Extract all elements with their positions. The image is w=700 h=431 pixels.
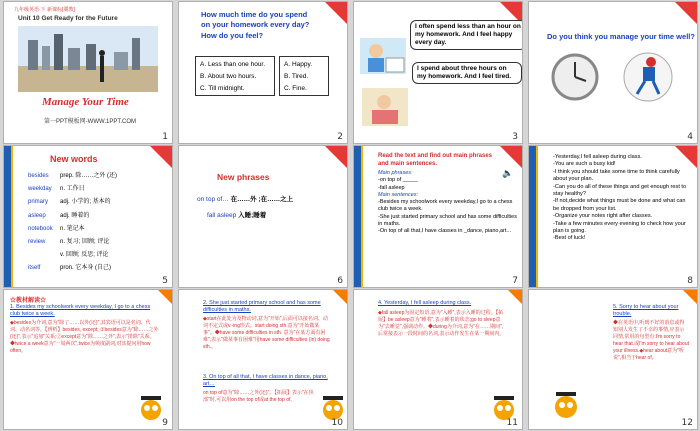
speech-bubble-1: I often spend less than an hour on my homework. And I feel happy every day. [410, 20, 523, 50]
slide-10[interactable] [178, 289, 348, 430]
option-b[interactable]: B. About two hours. [200, 73, 257, 80]
slide-12[interactable] [528, 289, 698, 430]
corner-decoration [325, 146, 347, 168]
city-image [18, 26, 158, 92]
tired-student-image [362, 88, 408, 126]
running-man-icon [623, 50, 673, 104]
word-row [28, 262, 117, 275]
dialog-line: -You are such a busy kid! [553, 161, 616, 168]
word-row [28, 249, 117, 262]
word-term: itself [28, 265, 41, 272]
dialog-line: -If not,decide what things must be done and what can be dropped from your list. [553, 198, 686, 212]
word-row [28, 170, 117, 183]
word-definition: v. 回顾; 反思; 评论 [60, 252, 109, 259]
phrase-1-cn: 在……外 ;在……之上 [230, 196, 294, 203]
dialog-line: -Best of luck! [553, 235, 586, 242]
speaker-icon[interactable]: 🔈 [502, 168, 514, 178]
teacher-owl-icon [551, 390, 581, 422]
feeling-b[interactable]: B. Tired. [284, 73, 309, 80]
slide-5[interactable] [3, 145, 173, 288]
intro-text: Read the text and find out main phrases and main sentences. [378, 153, 493, 167]
option-c[interactable]: C. Till midnight. [200, 85, 245, 92]
left-bar-decoration [354, 146, 361, 287]
feeling-a[interactable]: A. Happy. [284, 61, 313, 68]
corner-decoration [333, 290, 347, 304]
corner-decoration [325, 2, 347, 24]
unit-title: Unit 10 Get Ready for the Future [18, 15, 118, 22]
text-block [378, 170, 518, 236]
slide-number: 12 [681, 418, 693, 428]
phrase-item-1: -on top of _____ [378, 177, 419, 184]
word-definition: n. 笔记本 [60, 225, 85, 232]
corner-decoration [150, 146, 172, 168]
slide-11[interactable] [353, 289, 523, 430]
left-bar-decoration [529, 146, 536, 287]
phrase-item-2: -fall asleep [378, 184, 405, 191]
dialog-lines [553, 154, 693, 243]
sentence-item-2: -She just started primary school and has some difficulties in maths. [378, 213, 517, 228]
phrase-2-en: fall asleep [207, 212, 237, 219]
slide-number: 3 [512, 132, 518, 142]
sentence-item-3: -On top of all that,I have classes in _dance, piano,art... [378, 228, 511, 235]
phrases-heading: Main phrases: [378, 170, 413, 176]
slide-number: 5 [162, 276, 168, 286]
question-line-2: on your homework every day? [201, 20, 310, 29]
word-definition: prep. 除……之外 (还) [60, 173, 118, 179]
corner-decoration [683, 290, 697, 304]
word-row [28, 210, 117, 223]
dialog-line: -I think you should take some time to think carefully about your plan. [553, 168, 680, 183]
slide-number: 2 [337, 132, 343, 142]
point-body: ◆besides为介词,意为"除了……以外(还)",其宾语可以是名词、代词、动名词等。【辨析】besides, except; ①besides意为"除……之外(还)",表示"追加"关系;②except意为"除……之外",表示"排除"关系。◆twice a week意为"一周两次",twice为频度副词,对其提问用how often。 [10, 320, 159, 354]
phrase-2 [207, 210, 266, 219]
sentence-item-1: -Besides my schoolwork every weekday,I go to a chess club twice a week. [378, 199, 513, 213]
word-definition: pron. 它本身 (自己) [60, 265, 112, 272]
word-term: asleep [28, 212, 46, 219]
slide-3[interactable] [353, 1, 523, 144]
clock-icon [549, 52, 601, 102]
feeling-c[interactable]: C. Fine. [284, 85, 307, 92]
slide-2[interactable] [178, 1, 348, 144]
point-heading: 2. She just started primary school and has some difficulties in maths. [203, 300, 321, 313]
point-heading: 4. Yesterday, I fell asleep during class. [378, 300, 472, 306]
footer-text: 第一PPT模板网-WWW.1PPT.COM [44, 119, 136, 125]
section-tag: ☆教材解读☆ [10, 298, 47, 304]
dialog-line: -Organize your notes right after classes. [553, 213, 653, 220]
word-row [28, 183, 117, 196]
word-row [28, 223, 117, 236]
slide-4[interactable] [528, 1, 698, 144]
point-heading: 5. Sorry to hear about your trouble. [613, 304, 679, 317]
corner-decoration [675, 2, 697, 24]
corner-decoration [158, 290, 172, 304]
word-term: review [28, 239, 46, 246]
slide-number: 11 [506, 418, 518, 428]
word-list [28, 170, 117, 276]
slide-number: 7 [512, 276, 518, 286]
dialog-line: -Yesterday,I fell asleep during class. [553, 154, 642, 160]
slide-title: New phrases [217, 172, 270, 182]
slide-title: New words [50, 154, 98, 164]
word-term: notebook [28, 225, 53, 232]
point-body: ◆start在此处为及物动词,意为"开始",后面可以接名词、动词不定式或v.-ing形式。start doing sth.意为"开始做某事"。◆have some difficulties in sth. 意为"在某方面有困难",表示"做某事有困难"用have some difficulties (in) doing sth.。 [203, 316, 330, 350]
header-text: 九年级英语·下 新课标[冀教] [14, 7, 75, 13]
point-heading-2: 3. On top of all that, I have classes in dance, piano, art… [203, 374, 328, 387]
word-definition: adj. 睡着的 [60, 212, 90, 219]
word-row [28, 236, 117, 249]
dialog-line: -Take a few minutes every evening to check how your plan is going. [553, 220, 686, 235]
word-definition: adj. 小学的; 基本的 [60, 199, 111, 206]
answer-box-left [195, 56, 275, 96]
slide-number: 6 [337, 276, 343, 286]
sentences-heading: Main sentences: [378, 191, 419, 198]
slide-number: 8 [687, 276, 693, 286]
word-term: besides [28, 173, 49, 179]
word-term: primary [28, 199, 49, 206]
speech-bubble-2: I spend about three hours on my homework. And I feel tired. [412, 62, 522, 84]
point-body-2: on top of意为"除……之外(还)"。【拓展】表示"在顶部"时,可以用on the top of或at the top of。 [203, 390, 314, 403]
happy-student-image [360, 38, 406, 74]
answer-box-right [279, 56, 329, 96]
point-body: ◆fall asleep为固定短语,意为"入睡",表示入睡的过程。【拓展】be asleep意为"睡着",表示睡着的状态;go to sleep意为"去睡觉",强调动作。◆during为介词,意为"在……期间",后常接表示一段时间的名词,表示动作发生在某一期间内。 [378, 310, 505, 337]
point-body: ◆在英语中,听到不好的消息或得知别人发生了不幸的事情,应表示同情,常用的句型有:I'm sorry to hear that.或I'm sorry to hear about your illness.◆hear about意为"听说",相当于hear of。 [613, 320, 689, 361]
word-row [28, 196, 117, 209]
question-line-3: How do you feel? [201, 31, 264, 40]
corner-decoration [500, 146, 522, 168]
left-bar-decoration [4, 146, 11, 287]
word-definition: n. 工作日 [60, 186, 85, 193]
slide-1[interactable] [3, 1, 173, 144]
question-line-1: How much time do you spend [201, 10, 308, 19]
phrase-1-en: on top of… [197, 196, 229, 203]
slide-title: Manage Your Time [42, 96, 129, 108]
slide-number: 9 [162, 418, 168, 428]
slide-number: 10 [331, 418, 343, 428]
corner-decoration [508, 290, 522, 304]
phrase-1 [197, 194, 293, 203]
slide-number: 1 [162, 132, 168, 142]
word-definition: n. 复习; 回顾; 评论 [60, 239, 110, 246]
slide-6[interactable] [178, 145, 348, 288]
question-text: Do you think you manage your time well? [547, 32, 695, 41]
point-heading: 1. Besides my schoolwork every weekday, I go to a chess club twice a week. [10, 304, 151, 317]
word-term: weekday [28, 186, 52, 193]
slide-9[interactable] [3, 289, 173, 430]
option-a[interactable]: A. Less than one hour. [200, 61, 266, 68]
slide-7[interactable] [353, 145, 523, 288]
dialog-line: -Can you do all of these things and get enough rest to stay healthy? [553, 183, 687, 198]
phrase-2-cn: 入睡;睡着 [238, 212, 267, 219]
slide-number: 4 [687, 132, 693, 142]
slide-8[interactable] [528, 145, 698, 288]
